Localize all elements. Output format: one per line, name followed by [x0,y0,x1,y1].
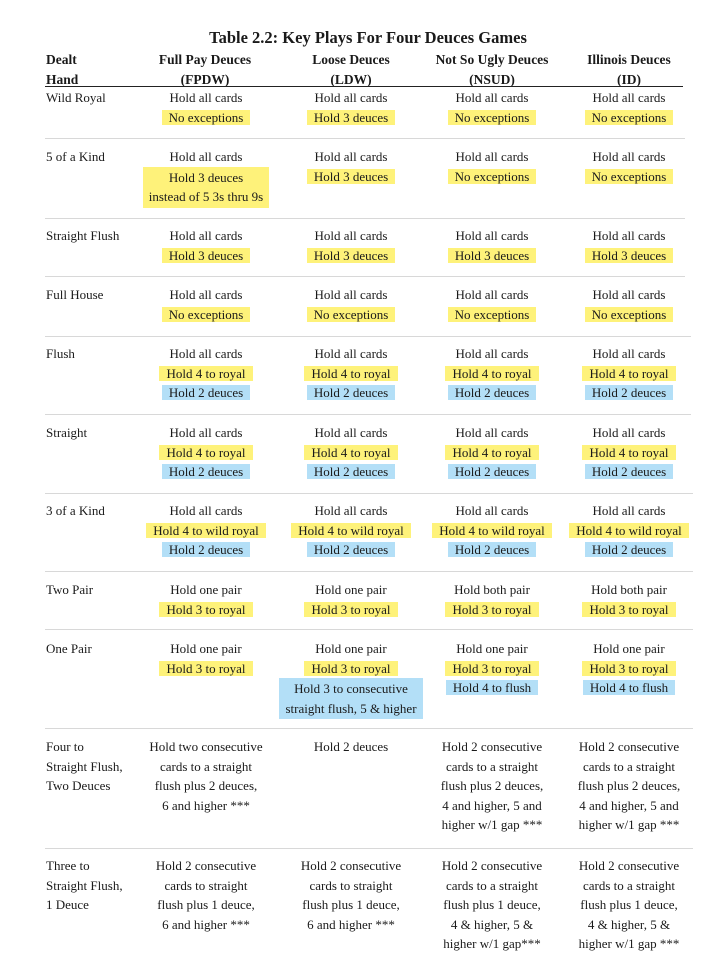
row-label-line: Flush [46,346,75,361]
cell-line: 4 & higher, 5 & [587,916,671,932]
highlight-yellow: Hold 4 to wild royal [146,523,265,538]
highlight-yellow: Hold 3 to royal [159,661,252,676]
cell-line: cards to a straight [582,877,676,893]
cell-line: 4 & higher, 5 & [450,916,534,932]
table-cell [417,226,567,265]
table-cell [276,226,426,265]
row-label-line: Wild Royal [46,90,106,105]
cell-highlight-line [276,443,426,463]
cell-highlight-line [417,305,567,325]
cell-highlight-line [417,659,567,679]
cell-highlight-line [417,521,567,541]
table-cell [276,639,426,719]
cell-line: cards to a straight [582,758,676,774]
cell-highlight-line [554,167,704,187]
table-cell [554,501,704,560]
highlight-yellow: Hold 4 to royal [304,445,397,460]
cell-line: cards to a straight [445,758,539,774]
cell-line: Hold all cards [592,228,666,243]
highlight-yellow: Hold 4 to wild royal [432,523,551,538]
cell-line: Hold all cards [455,503,529,518]
highlight-blue: Hold 2 deuces [585,542,673,557]
cell-highlight-block [276,678,426,719]
row-divider [45,728,693,729]
cell-highlight-line [554,678,704,698]
cell-line: cards to straight [164,877,248,893]
row-label [46,639,92,659]
cell-line: higher w/1 gap *** [441,817,543,833]
highlight-yellow: No exceptions [162,110,251,125]
cell-line: Hold 2 consecutive [155,858,257,873]
highlight-blue: Hold 2 deuces [162,464,250,479]
cell-line: Hold all cards [592,503,666,518]
cell-line: Hold all cards [314,149,388,164]
highlight-yellow: No exceptions [585,307,674,322]
cell-highlight-line [131,246,281,266]
table-cell [554,423,704,482]
cell-line: Hold 2 deuces [313,739,389,754]
cell-highlight-line [554,462,704,482]
cell-highlight-line [417,443,567,463]
cell-highlight-line [417,364,567,384]
cell-highlight-line [276,167,426,187]
header-col-abbr: (LDW) [330,71,372,87]
row-divider [45,571,693,572]
cell-highlight-line [131,521,281,541]
cell-line: Hold all cards [314,287,388,302]
cell-line: Hold all cards [314,228,388,243]
cell-line: higher w/1 gap*** [443,936,541,952]
highlight-yellow: Hold 4 to royal [445,366,538,381]
row-label-line: 3 of a Kind [46,503,105,518]
cell-line: Hold 3 to consecutive [294,681,408,697]
cell-highlight-line [131,305,281,325]
highlight-yellow: Hold 3 to royal [582,661,675,676]
table-cell [417,737,567,835]
highlight-yellow: Hold 3 deuces [307,248,395,263]
table-title: Table 2.2: Key Plays For Four Deuces Games [209,28,527,47]
table-cell [417,344,567,403]
cell-highlight-line [131,108,281,128]
cell-line: Hold all cards [314,503,388,518]
cell-line: flush plus 2 deuces, [154,778,258,794]
table-cell [554,226,704,265]
cell-line: flush plus 1 deuce, [302,897,400,913]
row-label-line: Two Deuces [46,778,111,794]
row-label [46,285,103,305]
highlight-yellow: Hold 4 to royal [159,445,252,460]
cell-highlight-line [417,462,567,482]
table-cell [554,580,704,619]
cell-highlight-line [131,462,281,482]
highlight-yellow: Hold 3 to royal [582,602,675,617]
cell-line: Hold all cards [455,346,529,361]
highlight-blue: Hold 2 deuces [307,464,395,479]
row-divider [45,629,693,630]
row-divider [45,138,685,139]
cell-line: Hold 2 consecutive [300,858,402,873]
cell-line: higher w/1 gap *** [578,817,680,833]
row-divider [45,493,693,494]
highlight-yellow: No exceptions [585,110,674,125]
cell-line: flush plus 2 deuces, [577,778,681,794]
row-label-line: One Pair [46,641,92,656]
row-divider [45,414,691,415]
cell-highlight-line [131,443,281,463]
row-label [46,737,123,796]
header-col-name: Not So Ugly Deuces [435,52,549,67]
cell-line: Hold 2 consecutive [578,858,680,873]
header-col-name: Loose Deuces [312,52,390,67]
cell-highlight-line [554,305,704,325]
row-divider [45,218,685,219]
cell-line: Hold all cards [169,228,243,243]
cell-line: Hold all cards [169,149,243,164]
cell-line: Hold all cards [169,346,243,361]
cell-line: flush plus 1 deuce, [443,897,541,913]
cell-line: instead of 5 3s thru 9s [148,189,264,205]
cell-highlight-line [554,364,704,384]
header-col-id [564,50,694,89]
highlight-blue: Hold 2 deuces [307,542,395,557]
cell-line: cards to a straight [445,877,539,893]
cell-highlight-line [417,246,567,266]
highlight-yellow: Hold 4 to royal [582,366,675,381]
table-cell [131,501,281,560]
table-cell [276,501,426,560]
highlight-yellow: Hold 4 to royal [159,366,252,381]
table-cell [554,737,704,835]
highlight-blue: Hold 2 deuces [448,464,536,479]
header-dealt-hand [46,50,78,89]
cell-line: cards to a straight [159,758,253,774]
cell-line: Hold all cards [455,425,529,440]
table-cell [417,285,567,324]
highlight-yellow: Hold 4 to royal [582,445,675,460]
cell-line: Hold all cards [169,287,243,302]
table-cell [417,501,567,560]
table-cell [554,344,704,403]
cell-line: Hold one pair [593,641,665,656]
table-cell [554,285,704,324]
table-cell [131,147,281,208]
cell-line: flush plus 2 deuces, [440,778,544,794]
cell-highlight-line [276,246,426,266]
cell-highlight-line [417,167,567,187]
cell-highlight-line [276,383,426,403]
cell-highlight-line [131,600,281,620]
header-col-fpdw [140,50,270,89]
cell-highlight-line [276,462,426,482]
table-cell [131,580,281,619]
row-label-line: Full House [46,287,104,302]
highlight-yellow: No exceptions [585,169,674,184]
cell-line: Hold 3 deuces [168,169,244,185]
cell-highlight-line [276,108,426,128]
cell-line: Hold one pair [456,641,528,656]
row-label-line: Four to [46,739,84,754]
cell-line: higher w/1 gap *** [578,936,680,952]
cell-line: Hold all cards [455,90,529,105]
cell-line: Hold all cards [314,90,388,105]
cell-highlight-line [276,659,426,679]
header-hand-line: Hand [46,71,79,87]
row-divider [45,848,693,849]
cell-line: 4 and higher, 5 and [579,797,679,813]
table-cell [417,147,567,186]
table-cell [131,344,281,403]
highlight-blue: Hold 4 to flush [446,680,538,695]
highlight-yellow [143,167,269,208]
cell-highlight-line [131,659,281,679]
row-label-line: Straight Flush, [46,877,123,893]
row-label [46,580,93,600]
cell-highlight-line [131,383,281,403]
table-cell [554,856,704,954]
table-cell [276,423,426,482]
cell-highlight-line [276,600,426,620]
cell-line: Hold all cards [455,287,529,302]
table-cell [131,639,281,678]
table-cell [276,856,426,934]
cell-highlight-block [131,167,281,208]
cell-line: Hold one pair [315,582,387,597]
row-label-line: Straight Flush, [46,758,123,774]
cell-line: Hold 2 consecutive [578,739,680,754]
cell-line: cards to straight [309,877,393,893]
table-cell [131,856,281,934]
cell-highlight-line [276,521,426,541]
highlight-yellow: Hold 3 to royal [304,602,397,617]
cell-line: Hold all cards [169,90,243,105]
cell-highlight-line [554,443,704,463]
table-cell [131,88,281,127]
cell-highlight-line [276,364,426,384]
cell-highlight-line [276,305,426,325]
table-cell [131,423,281,482]
row-label-line: Straight [46,425,88,440]
cell-line: Hold 2 consecutive [441,739,543,754]
header-rule [45,86,683,87]
highlight-blue: Hold 2 deuces [585,385,673,400]
cell-line: Hold all cards [455,149,529,164]
cell-line: Hold one pair [170,582,242,597]
table-cell [276,344,426,403]
highlight-blue [279,678,422,719]
cell-line: Hold all cards [455,228,529,243]
row-label [46,423,87,443]
highlight-yellow: No exceptions [307,307,396,322]
table-cell [417,856,567,954]
header-dealt-line: Dealt [46,52,77,67]
cell-highlight-line [417,108,567,128]
highlight-yellow: Hold 3 deuces [448,248,536,263]
cell-line: Hold all cards [592,287,666,302]
cell-line: flush plus 1 deuce, [580,897,678,913]
cell-highlight-line [417,678,567,698]
cell-highlight-line [276,540,426,560]
cell-line: Hold 2 consecutive [441,858,543,873]
cell-highlight-line [554,600,704,620]
highlight-yellow: Hold 3 to royal [445,602,538,617]
row-label [46,88,106,108]
row-label [46,344,75,364]
highlight-yellow: Hold 3 to royal [159,602,252,617]
cell-line: 6 and higher *** [162,916,250,932]
cell-highlight-line [554,246,704,266]
row-label [46,856,123,915]
table-cell [131,285,281,324]
table-cell [131,737,281,815]
cell-highlight-line [417,383,567,403]
row-divider [45,336,691,337]
row-label-line: Three to [46,858,90,873]
highlight-blue: Hold 2 deuces [585,464,673,479]
cell-line: Hold all cards [592,346,666,361]
cell-line: Hold all cards [314,346,388,361]
header-col-abbr: (FPDW) [180,71,230,87]
cell-line: Hold all cards [592,149,666,164]
cell-line: Hold both pair [591,582,667,597]
table-cell [554,147,704,186]
highlight-yellow: Hold 4 to wild royal [291,523,410,538]
highlight-yellow: Hold 3 deuces [307,110,395,125]
cell-line: Hold all cards [592,425,666,440]
header-col-name: Illinois Deuces [587,52,671,67]
cell-highlight-line [417,540,567,560]
highlight-yellow: Hold 3 to royal [304,661,397,676]
cell-line: Hold all cards [592,90,666,105]
table-cell [276,285,426,324]
highlight-blue: Hold 2 deuces [162,385,250,400]
highlight-blue: Hold 2 deuces [162,542,250,557]
cell-highlight-line [554,108,704,128]
highlight-yellow: No exceptions [448,169,537,184]
table-cell [417,580,567,619]
highlight-yellow: Hold 4 to royal [304,366,397,381]
highlight-yellow: Hold 3 to royal [445,661,538,676]
cell-highlight-line [417,600,567,620]
cell-highlight-line [131,364,281,384]
row-label [46,147,105,167]
row-label [46,226,119,246]
header-col-name: Full Pay Deuces [158,52,252,67]
table-cell [417,639,567,698]
highlight-yellow: No exceptions [162,307,251,322]
cell-line: flush plus 1 deuce, [157,897,255,913]
table-cell [276,88,426,127]
highlight-blue: Hold 4 to flush [583,680,675,695]
table-cell [276,737,426,757]
row-label-line: Two Pair [46,582,94,597]
cell-line: Hold one pair [170,641,242,656]
header-col-abbr: (ID) [617,71,641,87]
table-cell [554,639,704,698]
highlight-blue: Hold 2 deuces [307,385,395,400]
cell-line: 6 and higher *** [307,916,395,932]
cell-line: Hold two consecutive [149,739,263,754]
cell-line: Hold both pair [454,582,530,597]
cell-line: 4 and higher, 5 and [442,797,542,813]
cell-line: Hold all cards [169,503,243,518]
row-label [46,501,105,521]
cell-highlight-line [131,540,281,560]
highlight-blue: Hold 2 deuces [448,542,536,557]
table-cell [131,226,281,265]
row-label-line: 1 Deuce [46,897,89,913]
cell-highlight-line [554,659,704,679]
highlight-yellow: No exceptions [448,307,537,322]
table-cell [417,423,567,482]
table-cell [554,88,704,127]
row-divider [45,276,685,277]
highlight-blue: Hold 2 deuces [448,385,536,400]
cell-highlight-line [554,521,704,541]
cell-line: straight flush, 5 & higher [285,700,417,716]
highlight-yellow: Hold 3 deuces [162,248,250,263]
table-cell [417,88,567,127]
highlight-yellow: No exceptions [448,110,537,125]
table-cell [276,580,426,619]
highlight-yellow: Hold 3 deuces [307,169,395,184]
cell-line: Hold all cards [169,425,243,440]
highlight-yellow: Hold 3 deuces [585,248,673,263]
cell-highlight-line [554,540,704,560]
table-cell [276,147,426,186]
cell-line: Hold one pair [315,641,387,656]
cell-line: 6 and higher *** [162,797,250,813]
header-col-nsud [422,50,562,89]
header-col-abbr: (NSUD) [469,71,515,87]
highlight-yellow: Hold 4 to wild royal [569,523,688,538]
header-col-ldw [285,50,417,89]
cell-highlight-line [554,383,704,403]
highlight-yellow: Hold 4 to royal [445,445,538,460]
cell-line: Hold all cards [314,425,388,440]
row-label-line: 5 of a Kind [46,149,105,164]
row-label-line: Straight Flush [46,228,120,243]
